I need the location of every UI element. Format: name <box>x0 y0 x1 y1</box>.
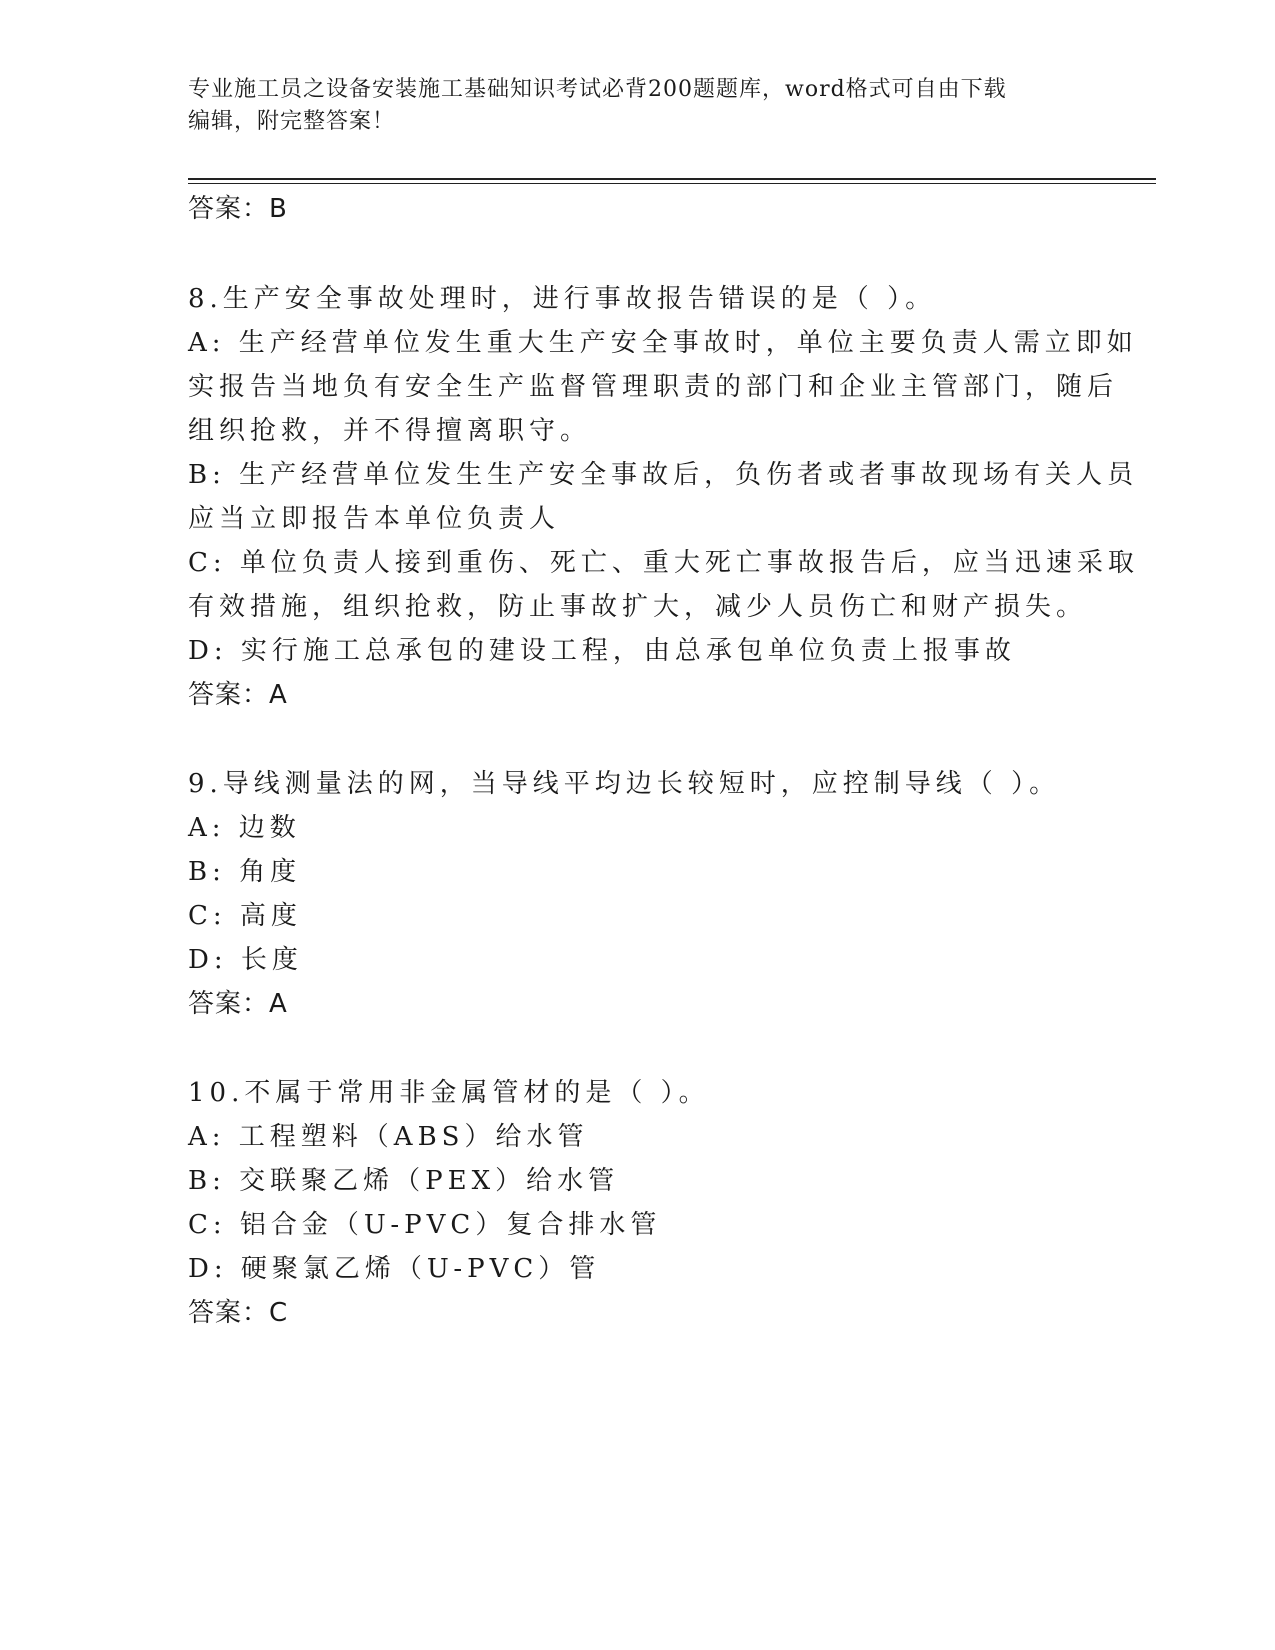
q8-option-b-line-1: B: 生产经营单位发生生产安全事故后，负伤者或者事故现场有关人员 <box>188 460 1139 490</box>
q8-option-c-line-2: 有效措施，组织抢救，防止事故扩大，减少人员伤亡和财产损失。 <box>188 592 1088 622</box>
q9-option-c: C: 高度 <box>188 901 302 931</box>
q8-question: 8.生产安全事故处理时，进行事故报告错误的是（ ）。 <box>188 284 937 314</box>
q8-option-b-line-2: 应当立即报告本单位负责人 <box>188 504 561 534</box>
document-header <box>188 74 1068 138</box>
q8-option-d: D: 实行施工总承包的建设工程，由总承包单位负责上报事故 <box>188 636 1016 666</box>
q8-option-c-line-1: C: 单位负责人接到重伤、死亡、重大死亡事故报告后，应当迅速采取 <box>188 548 1139 578</box>
q8-option-a-line-2: 实报告当地负有安全生产监督管理职责的部门和企业主管部门，随后 <box>188 372 1119 402</box>
header-line-2: 编辑，附完整答案！ <box>188 109 396 134</box>
q9-option-a: A: 边数 <box>188 813 301 843</box>
q9-answer: 答案：A <box>188 989 288 1019</box>
q8-option-a-line-3: 组织抢救，并不得擅离职守。 <box>188 416 592 446</box>
q9-question: 9.导线测量法的网，当导线平均边长较短时，应控制导线（ ）。 <box>188 769 1061 799</box>
header-divider-thick <box>188 178 1156 180</box>
q10-option-c: C: 铝合金（U-PVC）复合排水管 <box>188 1210 662 1240</box>
header-divider-thin <box>188 183 1156 184</box>
previous-answer: 答案：B <box>188 194 288 224</box>
q9-option-d: D: 长度 <box>188 945 303 975</box>
q10-option-d: D: 硬聚氯乙烯（U-PVC）管 <box>188 1254 601 1284</box>
q10-option-a: A: 工程塑料（ABS）给水管 <box>188 1122 589 1152</box>
q10-answer: 答案：C <box>188 1298 289 1328</box>
header-line-1: 专业施工员之设备安装施工基础知识考试必背200题题库，word格式可自由下载 <box>188 77 1007 102</box>
q8-option-a-line-1: A: 生产经营单位发生重大生产安全事故时，单位主要负责人需立即如 <box>188 328 1138 358</box>
q10-question: 10.不属于常用非金属管材的是（ ）。 <box>188 1078 710 1108</box>
q10-option-b: B: 交联聚乙烯（PEX）给水管 <box>188 1166 620 1196</box>
q9-option-b: B: 角度 <box>188 857 302 887</box>
q8-answer: 答案：A <box>188 680 288 710</box>
